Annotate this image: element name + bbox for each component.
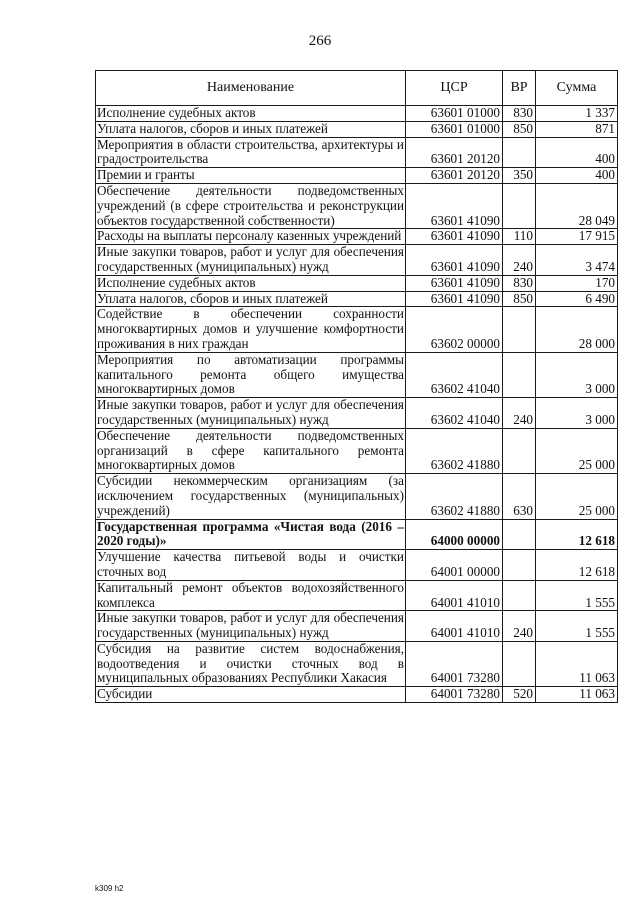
- cell-name: Расходы на выплаты персоналу казенных учреждений: [96, 229, 406, 245]
- cell-vr: [503, 307, 536, 352]
- cell-vr: 520: [503, 687, 536, 703]
- cell-vr: [503, 183, 536, 228]
- cell-name: Премии и гранты: [96, 168, 406, 184]
- cell-csr: 63601 41090: [406, 245, 503, 276]
- cell-vr: 240: [503, 398, 536, 429]
- cell-csr: 63601 41090: [406, 229, 503, 245]
- table-row: [96, 428, 618, 473]
- cell-name: Исполнение судебных актов: [96, 106, 406, 122]
- footer-code: k309 h2: [95, 884, 124, 893]
- table-row: [96, 641, 618, 686]
- cell-name: Субсидии: [96, 687, 406, 703]
- cell-sum: 400: [536, 137, 618, 168]
- cell-sum: 3 000: [536, 352, 618, 397]
- cell-sum: 28 049: [536, 183, 618, 228]
- cell-sum: 17 915: [536, 229, 618, 245]
- cell-csr: 63601 01000: [406, 121, 503, 137]
- cell-vr: 350: [503, 168, 536, 184]
- cell-csr: 64001 41010: [406, 580, 503, 611]
- cell-csr: 63602 41880: [406, 474, 503, 519]
- cell-name: Содействие в обеспечении сохранности многоквартирных домов и улучшение комфортности проживания в них граждан: [97, 306, 404, 351]
- cell-name: Мероприятия в области строительства, архитектуры и градостроительства: [97, 136, 404, 167]
- cell-vr: 240: [503, 611, 536, 642]
- table-row: [96, 229, 618, 245]
- cell-name: Уплата налогов, сборов и иных платежей: [96, 291, 406, 307]
- cell-name: Иные закупки товаров, работ и услуг для обеспечения государственных (муниципальных) нужд: [97, 610, 404, 641]
- cell-csr: 63602 41880: [406, 428, 503, 473]
- budget-table: [95, 70, 618, 703]
- table-row: [96, 307, 618, 352]
- cell-vr: [503, 519, 536, 550]
- table-row: [96, 352, 618, 397]
- table-row: [96, 519, 618, 550]
- cell-sum: 1 337: [536, 106, 618, 122]
- cell-vr: [503, 641, 536, 686]
- cell-sum: 3 000: [536, 398, 618, 429]
- cell-csr: 63601 01000: [406, 106, 503, 122]
- cell-sum: 25 000: [536, 474, 618, 519]
- table-row: [96, 580, 618, 611]
- cell-sum: 1 555: [536, 611, 618, 642]
- cell-vr: 850: [503, 121, 536, 137]
- cell-name: Обеспечение деятельности подведомственных организаций в сфере капитального ремонта многоквартирных домов: [97, 427, 404, 473]
- cell-sum: 1 555: [536, 580, 618, 611]
- cell-csr: 64001 41010: [406, 611, 503, 642]
- cell-vr: [503, 137, 536, 168]
- cell-vr: 630: [503, 474, 536, 519]
- table-row: [96, 168, 618, 184]
- cell-csr: 64001 73280: [406, 641, 503, 686]
- cell-sum: 11 063: [536, 641, 618, 686]
- cell-name: Исполнение судебных актов: [96, 275, 406, 291]
- cell-sum: 28 000: [536, 307, 618, 352]
- table-row: [96, 474, 618, 519]
- cell-name: Мероприятия по автоматизации программы капитального ремонта общего имущества многоквартирных домов: [97, 351, 404, 397]
- cell-csr: 63601 41090: [406, 291, 503, 307]
- cell-name: Иные закупки товаров, работ и услуг для обеспечения государственных (муниципальных) нужд: [97, 397, 404, 427]
- cell-csr: 63601 41090: [406, 275, 503, 291]
- cell-sum: 12 618: [536, 519, 618, 550]
- cell-sum: 25 000: [536, 428, 618, 473]
- table-row: [96, 687, 618, 703]
- cell-vr: [503, 428, 536, 473]
- cell-name: Обеспечение деятельности подведомственных учреждений (в сфере строительства и реконструкции объектов государственной собственности): [97, 182, 404, 228]
- cell-sum: 170: [536, 275, 618, 291]
- cell-vr: [503, 550, 536, 581]
- cell-name: Улучшение качества питьевой воды и очистки сточных вод: [97, 549, 404, 579]
- header-csr: ЦСР: [406, 71, 503, 106]
- cell-csr: 64001 00000: [406, 550, 503, 581]
- cell-sum: 400: [536, 168, 618, 184]
- header-vr: ВР: [503, 71, 536, 106]
- cell-sum: 11 063: [536, 687, 618, 703]
- cell-csr: 63602 41040: [406, 398, 503, 429]
- page-number: 266: [308, 33, 332, 49]
- table-row: [96, 550, 618, 581]
- cell-csr: 63601 41090: [406, 183, 503, 228]
- cell-name: Государственная программа «Чистая вода (2016 – 2020 годы)»: [97, 518, 404, 549]
- cell-sum: 871: [536, 121, 618, 137]
- table-header-row: [96, 71, 618, 106]
- cell-name: Субсидии некоммерческим организациям (за исключением государственных (муниципальных) учреждений): [97, 473, 404, 518]
- cell-csr: 64001 73280: [406, 687, 503, 703]
- cell-vr: [503, 580, 536, 611]
- table-row: [96, 398, 618, 429]
- table-row: [96, 611, 618, 642]
- cell-csr: 63601 20120: [406, 168, 503, 184]
- table-body: [96, 106, 618, 703]
- table-row: [96, 291, 618, 307]
- table-row: [96, 121, 618, 137]
- cell-csr: 64000 00000: [406, 519, 503, 550]
- table-row: [96, 245, 618, 276]
- cell-csr: 63602 41040: [406, 352, 503, 397]
- cell-vr: 240: [503, 245, 536, 276]
- header-sum: Сумма: [536, 71, 618, 106]
- header-name: Наименование: [96, 71, 406, 106]
- cell-vr: [503, 352, 536, 397]
- cell-csr: 63601 20120: [406, 137, 503, 168]
- table-row: [96, 183, 618, 228]
- table-row: [96, 275, 618, 291]
- table-row: [96, 137, 618, 168]
- cell-name: Уплата налогов, сборов и иных платежей: [96, 121, 406, 137]
- cell-name: Субсидия на развитие систем водоснабжения, водоотведения и очистки сточных вод в муниципальных образованиях Республики Хакасия: [97, 640, 404, 686]
- cell-sum: 3 474: [536, 245, 618, 276]
- cell-vr: 850: [503, 291, 536, 307]
- table-row: [96, 106, 618, 122]
- cell-name: Капитальный ремонт объектов водохозяйственного комплекса: [97, 579, 404, 610]
- cell-sum: 6 490: [536, 291, 618, 307]
- cell-csr: 63602 00000: [406, 307, 503, 352]
- cell-vr: 110: [503, 229, 536, 245]
- cell-vr: 830: [503, 275, 536, 291]
- cell-sum: 12 618: [536, 550, 618, 581]
- cell-name: Иные закупки товаров, работ и услуг для обеспечения государственных (муниципальных) нужд: [97, 244, 404, 274]
- cell-vr: 830: [503, 106, 536, 122]
